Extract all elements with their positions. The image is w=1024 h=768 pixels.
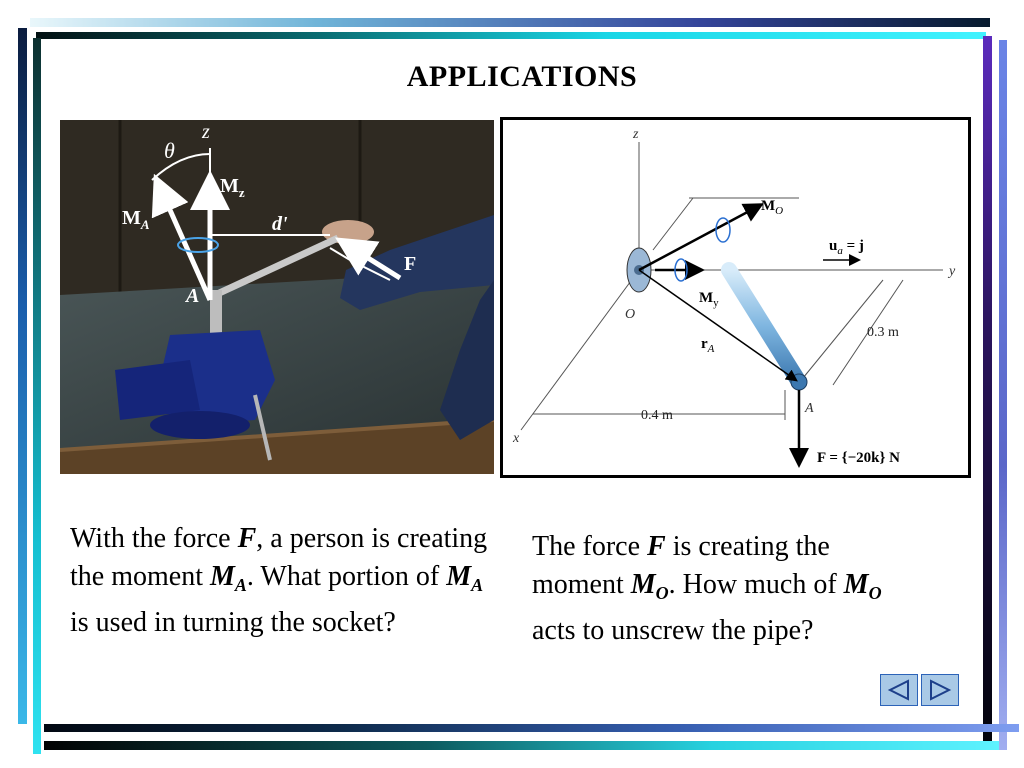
my-label: M (699, 290, 714, 306)
point-a-label-diagram: A (805, 401, 814, 416)
top-border-bar (30, 18, 990, 27)
dimension-03-label: 0.3 m (867, 325, 899, 340)
right-caption-text-4: acts to unscrew the pipe? (532, 615, 814, 646)
left-caption-moment-2-sub: A (471, 575, 484, 595)
left-caption-text-1: With the force (70, 523, 238, 554)
next-slide-button[interactable] (921, 674, 959, 706)
right-caption-moment-2: M (843, 569, 869, 600)
right-caption-moment-1: M (630, 569, 656, 600)
top-border-bar-inner (36, 32, 986, 39)
bottom-border-bar-inner (44, 741, 999, 750)
svg-text:rA (701, 336, 715, 355)
point-a-label: A (186, 285, 200, 307)
bottom-border-bar (44, 724, 1019, 732)
dimension-04-label: 0.4 m (641, 408, 673, 423)
ra-label: r (701, 336, 708, 352)
left-border-bar-inner (33, 38, 41, 754)
left-caption-text-2: , a person is creating the moment (70, 523, 488, 592)
previous-slide-button[interactable] (880, 674, 918, 706)
my-subscript: y (713, 297, 719, 309)
ua-equation: = j (842, 238, 864, 254)
origin-o-label: O (625, 307, 636, 322)
ua-label: u (829, 238, 838, 254)
left-caption-moment-1-sub: A (234, 575, 247, 595)
left-caption-text-3: . What portion of (246, 561, 447, 592)
pipe-diagram (500, 117, 971, 478)
right-caption-text-1: The force (532, 531, 648, 562)
right-border-bar-inner (983, 36, 992, 746)
svg-text:MO (761, 198, 783, 217)
left-caption-text-4: is used in turning the socket? (70, 607, 396, 638)
right-caption-moment-1-sub: O (655, 583, 669, 603)
triangle-left-icon (886, 679, 912, 701)
theta-label: θ (164, 138, 175, 163)
wrench-photo (60, 120, 494, 474)
right-caption (532, 528, 922, 650)
ua-subscript: a (837, 245, 843, 257)
right-border-bar (999, 40, 1007, 750)
ma-label: M (122, 207, 141, 229)
d-prime-label: d' (272, 213, 288, 235)
right-caption-force: F (647, 531, 666, 562)
page-title: APPLICATIONS (406, 60, 638, 93)
z-axis-label: z (202, 121, 210, 143)
right-caption-text-3: . How much of (668, 569, 844, 600)
svg-text:ua = j (829, 238, 864, 257)
ra-subscript: A (707, 343, 715, 355)
right-caption-text-2: is creating the moment (532, 531, 830, 600)
diagram-x-label: x (513, 431, 520, 446)
left-caption (70, 520, 490, 642)
mo-label: M (761, 198, 776, 214)
mz-subscript: z (238, 185, 245, 200)
diagram-z-label: z (633, 127, 639, 142)
right-caption-moment-2-sub: O (868, 583, 882, 603)
left-caption-force: F (237, 523, 257, 554)
mo-subscript: O (775, 205, 784, 217)
force-f-label: F (404, 253, 417, 275)
left-border-bar (18, 28, 27, 724)
slide-navigation (880, 674, 959, 706)
ma-subscript: A (140, 217, 150, 232)
mz-label: M (220, 175, 239, 197)
force-equation-label: F = {−20k} N (817, 450, 900, 466)
left-caption-moment-1: M (209, 561, 235, 592)
diagram-y-label: y (949, 264, 956, 279)
svg-text:My (699, 290, 719, 309)
left-caption-moment-2: M (446, 561, 472, 592)
triangle-right-icon (927, 679, 953, 701)
